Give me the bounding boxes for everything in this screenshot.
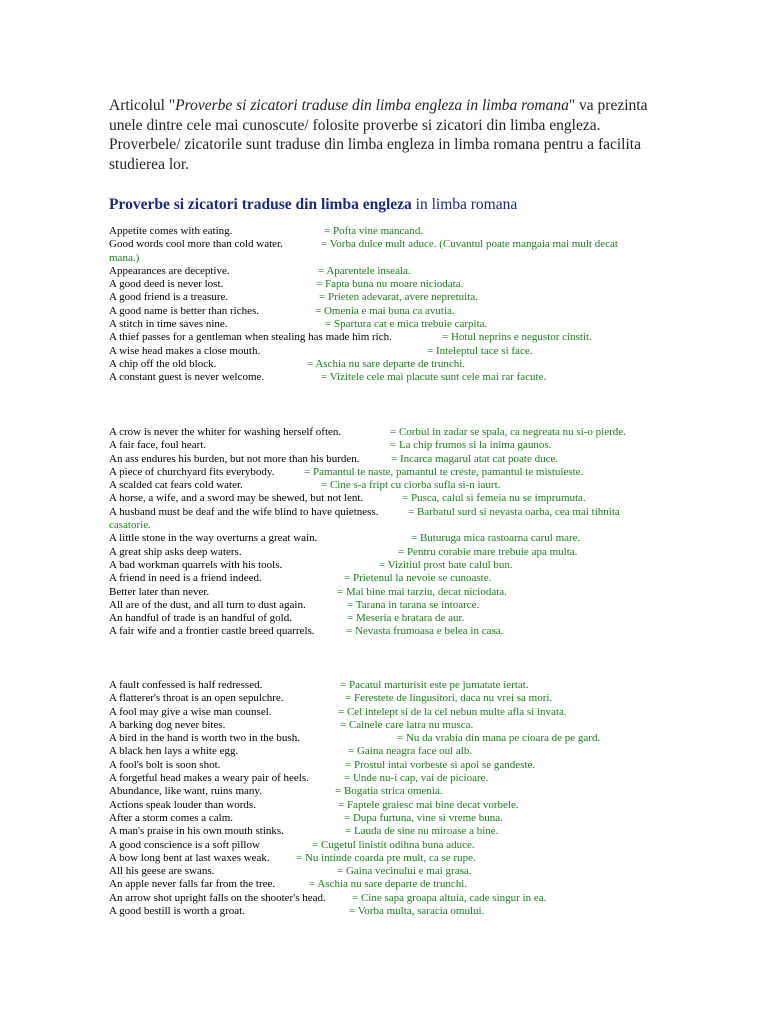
proverb-romanian: = Pofta vine mancand. xyxy=(324,225,424,237)
proverb-row xyxy=(109,453,709,466)
proverb-romanian: = Ferestete de lingusitori, daca nu vrei sa mori. xyxy=(345,692,553,705)
proverb-english: A thief passes for a gentleman when stealing has made him rich. xyxy=(109,331,392,344)
intro-prefix: Articolul " xyxy=(109,97,176,114)
proverb-row xyxy=(109,371,709,384)
proverb-english: A good name is better than riches. xyxy=(109,304,259,317)
proverb-romanian: = Pusca, calul si femeia nu se imprumuta. xyxy=(402,492,586,505)
proverb-romanian: = Prietenul la nevoie se cunoaste. xyxy=(344,572,492,585)
proverb-romanian: = Cel intelept si de la cel nebun multe afla si invata. xyxy=(338,705,567,718)
proverb-row xyxy=(109,345,709,358)
proverb-english: A flatterer's throat is an open sepulchre. xyxy=(109,692,284,705)
proverb-english: A good conscience is a soft pillow xyxy=(109,838,260,851)
proverb-row xyxy=(109,225,709,238)
proverb-romanian: = Inteleptul tace si face. xyxy=(427,344,533,357)
proverb-english: A fool may give a wise man counsel. xyxy=(109,705,272,718)
proverb-english: After a storm comes a calm. xyxy=(109,811,234,824)
proverb-english: A stitch in time saves nine. xyxy=(109,318,228,331)
proverb-romanian: = Aschia nu sare departe de trunchi. xyxy=(309,878,468,891)
proverb-row xyxy=(109,706,709,719)
proverb-romanian: = Cine sapa groapa altuia, cade singur in ea. xyxy=(352,891,547,904)
proverb-row xyxy=(109,532,709,545)
proverb-romanian: = Faptele graiesc mai bine decat vorbele. xyxy=(338,798,519,811)
proverb-row xyxy=(109,759,709,772)
proverb-romanian: = Fapta buna nu moare niciodata. xyxy=(316,278,464,291)
proverb-row xyxy=(109,812,709,825)
proverb-english: A chip off the old block. xyxy=(109,357,217,370)
proverb-romanian: = Spartura cat e mica trebuie carpita. xyxy=(325,318,488,331)
proverb-english: A bird in the hand is worth two in the bush. xyxy=(109,732,300,745)
proverb-row xyxy=(109,852,709,865)
proverb-romanian: = Prieten adevarat, avere nepretuita. xyxy=(319,291,478,304)
proverb-row xyxy=(109,305,709,318)
heading-normal: in limba romana xyxy=(411,196,518,213)
proverb-row xyxy=(109,492,709,505)
proverb-english: Actions speak louder than words. xyxy=(109,798,256,811)
proverb-romanian: = Mai bine mai tarziu, decat niciodata. xyxy=(337,585,507,598)
section-heading xyxy=(109,196,517,214)
proverb-romanian: = Incarca magarul atat cat poate duce. xyxy=(391,452,559,465)
proverb-romanian: = Gaina vecinului e mai grasa. xyxy=(337,865,472,878)
proverb-row xyxy=(109,331,709,344)
proverb-romanian: = La chip frumos si la inima gaunos. xyxy=(390,439,552,452)
proverb-english: A piece of churchyard fits everybody. xyxy=(109,465,275,478)
proverb-row xyxy=(109,479,709,492)
proverb-group-1 xyxy=(109,225,709,385)
proverb-english: A fair face, foul heart. xyxy=(109,439,207,452)
proverb-romanian: = Prostul intai vorbeste si apoi se gandeste. xyxy=(345,758,536,771)
proverb-romanian: = Hotul neprins e negustor cinstit. xyxy=(442,331,592,344)
proverb-english: An arrow shot upright falls on the shooter's head. xyxy=(109,891,326,904)
proverb-english: A wise head makes a close mouth. xyxy=(109,344,261,357)
proverb-romanian: = Dupa furtuna, vine si vreme buna. xyxy=(344,811,503,824)
intro-article-title: Proverbe si zicatori traduse din limba engleza in limba romana xyxy=(175,97,569,114)
proverb-romanian-continuation: casatorie. xyxy=(109,519,151,532)
proverb-english: A scalded cat fears cold water. xyxy=(109,479,243,492)
intro-suffix: " va prezinta unele dintre cele mai cunoscute/ folosite proverbe si zicatori din limba engleza. Proverbele/ zicatorile sunt traduse din limba engleza in limba romana pentru a facilita studierea lor. xyxy=(109,97,648,173)
proverb-romanian: = Omenia e mai buna ca avutia. xyxy=(315,304,455,317)
proverb-row xyxy=(109,679,709,692)
proverb-row xyxy=(109,625,709,638)
proverb-english: A fool's bolt is soon shot. xyxy=(109,758,221,771)
proverb-row xyxy=(109,466,709,479)
proverb-english: A crow is never the whiter for washing herself often. xyxy=(109,426,342,438)
proverb-english: A good deed is never lost. xyxy=(109,278,224,291)
proverb-row xyxy=(109,719,709,732)
proverb-romanian: = Tarana in tarana se intoarce. xyxy=(347,598,480,611)
proverb-row xyxy=(109,799,709,812)
proverb-english: A little stone in the way overturns a great wain. xyxy=(109,532,318,545)
proverb-row xyxy=(109,278,709,291)
proverb-romanian: = Unde nu-i cap, vai de picioare. xyxy=(344,772,489,785)
proverb-english: An ass endures his burden, but not more than his burden. xyxy=(109,452,360,465)
proverb-group-3 xyxy=(109,679,709,918)
proverb-row xyxy=(109,291,709,304)
proverb-romanian: = Cugetul linistit odihna buna aduce. xyxy=(312,838,475,851)
proverb-english: Abundance, like want, ruins many. xyxy=(109,785,262,798)
intro-paragraph xyxy=(109,96,654,174)
proverb-english: A black hen lays a white egg. xyxy=(109,745,239,758)
proverb-english: A constant guest is never welcome. xyxy=(109,371,265,384)
proverb-row xyxy=(109,785,709,798)
proverb-english: A great ship asks deep waters. xyxy=(109,545,242,558)
proverb-english: A bad workman quarrels with his tools. xyxy=(109,558,283,571)
proverb-romanian: = Cainele care latra nu musca. xyxy=(340,718,474,731)
proverb-row xyxy=(109,599,709,612)
proverb-romanian: = Nu da vrabia din mana pe cioara de pe gard. xyxy=(397,732,601,745)
proverb-row xyxy=(109,772,709,785)
proverb-row xyxy=(109,825,709,838)
proverb-english: A husband must be deaf and the wife blind to have quietness. xyxy=(109,505,379,518)
proverb-english: All are of the dust, and all turn to dust again. xyxy=(109,598,306,611)
proverb-english: A fair wife and a frontier castle breed quarrels. xyxy=(109,625,315,638)
proverb-romanian: = Bogatia strica omenia. xyxy=(335,785,443,798)
proverb-english: An apple never falls far from the tree. xyxy=(109,878,276,891)
proverb-row xyxy=(109,586,709,599)
heading-bold: Proverbe si zicatori traduse din limba engleza xyxy=(109,196,412,213)
proverb-romanian: = Aparentele inseala. xyxy=(318,264,411,277)
proverb-romanian: = Nu intinde coarda pre mult, ca se rupe. xyxy=(296,851,476,864)
proverb-romanian: = Pamantul te naste, pamantul te creste, pamantul te mistuieste. xyxy=(304,465,584,478)
proverb-english: An handful of trade is an handful of gold. xyxy=(109,612,292,625)
proverb-romanian: = Vizitiul prost bate calul bun. xyxy=(379,558,513,571)
proverb-romanian: = Cine s-a fript cu ciorba sufla si-n iaurt. xyxy=(321,479,501,492)
proverb-english: Appearances are deceptive. xyxy=(109,264,230,277)
proverb-english: A good bestill is worth a groat. xyxy=(109,905,245,918)
proverb-english: A bow long bent at last waxes weak. xyxy=(109,851,270,864)
proverb-romanian-continuation: mana.) xyxy=(109,251,140,264)
proverb-row xyxy=(109,559,709,572)
proverb-row xyxy=(109,612,709,625)
proverb-english: A fault confessed is half redressed. xyxy=(109,679,263,691)
proverb-romanian: = Vorba multa, saracia omului. xyxy=(349,905,485,918)
proverb-romanian: = Buturuga mica rastoarna carul mare. xyxy=(411,532,581,545)
proverb-english: A barking dog never bites. xyxy=(109,718,226,731)
proverb-row xyxy=(109,839,709,852)
proverb-row xyxy=(109,439,709,452)
proverb-row xyxy=(109,892,709,905)
proverb-row xyxy=(109,905,709,918)
proverb-romanian: = Pacatul marturisit este pe jumatate iertat. xyxy=(340,679,529,691)
proverb-english: Appetite comes with eating. xyxy=(109,225,233,237)
proverb-romanian: = Pentru corabie mare trebuie apa multa. xyxy=(398,545,578,558)
proverb-romanian: = Aschia nu sare departe de trunchi. xyxy=(307,357,466,370)
proverb-row xyxy=(109,572,709,585)
proverb-row xyxy=(109,865,709,878)
proverb-row xyxy=(109,506,709,533)
proverb-row xyxy=(109,358,709,371)
proverb-english: All his geese are swans. xyxy=(109,865,215,878)
proverb-english: Better later than never. xyxy=(109,585,210,598)
proverb-romanian: = Nevasta frumoasa e belea in casa. xyxy=(346,625,504,638)
proverb-row xyxy=(109,692,709,705)
proverb-group-2 xyxy=(109,426,709,639)
proverb-row xyxy=(109,732,709,745)
proverb-row xyxy=(109,546,709,559)
proverb-row xyxy=(109,238,709,265)
proverb-english: Good words cool more than cold water. xyxy=(109,238,283,251)
proverb-romanian: = Corbul in zadar se spala, ca negreata nu si-o pierde. xyxy=(390,426,626,438)
proverb-row xyxy=(109,745,709,758)
proverb-english: A forgetful head makes a weary pair of heels. xyxy=(109,772,309,785)
proverb-romanian: = Gaina neagra face oul alb. xyxy=(348,745,473,758)
proverb-romanian: = Meseria e bratara de aur. xyxy=(347,612,465,625)
proverb-romanian: = Vizitele cele mai placute sunt cele mai rar facute. xyxy=(321,371,547,384)
proverb-english: A horse, a wife, and a sword may be shewed, but not lent. xyxy=(109,492,364,505)
proverb-english: A good friend is a treasure. xyxy=(109,291,229,304)
proverb-romanian: = Barbatul surd si nevasta oarba, cea mai tihnita xyxy=(408,505,620,518)
proverb-english: A man's praise in his own mouth stinks. xyxy=(109,825,284,838)
proverb-row xyxy=(109,265,709,278)
proverb-row xyxy=(109,318,709,331)
proverb-english: A friend in need is a friend indeed. xyxy=(109,572,262,585)
proverb-romanian: = Vorba dulce mult aduce. (Cuvantul poate mangaia mai mult decat xyxy=(321,238,618,251)
proverb-row xyxy=(109,878,709,891)
proverb-row xyxy=(109,426,709,439)
proverb-romanian: = Lauda de sine nu miroase a bine. xyxy=(345,825,499,838)
